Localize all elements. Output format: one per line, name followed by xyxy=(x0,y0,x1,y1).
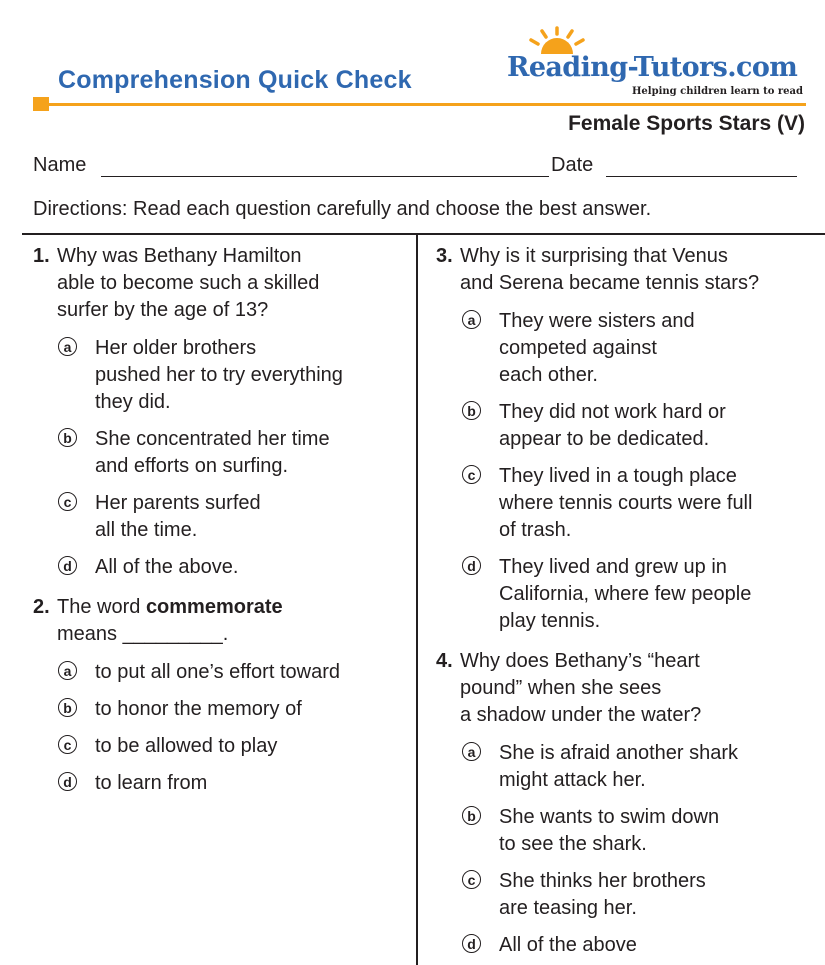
choice-bubble[interactable]: d xyxy=(58,556,77,575)
header-divider xyxy=(46,103,806,106)
choice-bubble[interactable]: c xyxy=(58,735,77,754)
name-field[interactable] xyxy=(101,176,549,177)
q2-choice-d[interactable] xyxy=(58,770,408,797)
q3-choice-a[interactable] xyxy=(462,308,817,389)
q1-choice-d[interactable] xyxy=(58,554,408,581)
choice-text: to be allowed to play xyxy=(95,735,278,757)
choice-text: She wants to swim down to see the shark. xyxy=(499,806,720,855)
choice-text: She is afraid another shark might attack her. xyxy=(499,742,739,791)
choice-text: They were sisters and competed against each other. xyxy=(499,310,695,386)
q4-choice-b[interactable] xyxy=(462,804,817,858)
q2-choice-c[interactable] xyxy=(58,733,408,760)
question-text-tail: means _________. xyxy=(57,623,229,645)
question-1 xyxy=(33,243,408,324)
logo-tagline: Helping children learn to read xyxy=(631,86,803,97)
q4-choice-a[interactable] xyxy=(462,740,817,794)
choice-text: to learn from xyxy=(95,772,208,794)
question-number: 1. xyxy=(33,245,50,267)
question-number: 3. xyxy=(436,245,453,267)
q4-choice-d[interactable] xyxy=(462,932,817,959)
choice-bubble[interactable]: b xyxy=(58,698,77,717)
choice-bubble[interactable]: b xyxy=(462,401,481,420)
choice-bubble[interactable]: c xyxy=(58,492,77,511)
question-number: 4. xyxy=(436,650,453,672)
question-2 xyxy=(33,594,408,648)
worksheet-subtitle: Female Sports Stars (V) xyxy=(568,112,805,135)
choice-bubble[interactable]: b xyxy=(462,806,481,825)
question-text: Why does Bethany’s “heart pound” when she sees a shadow under the water? xyxy=(460,650,702,726)
vocabulary-word: commemorate xyxy=(145,596,283,618)
q1-choice-c[interactable] xyxy=(58,490,408,544)
directions-text: Directions: Read each question carefully and choose the best answer. xyxy=(33,198,652,220)
q2-choice-b[interactable] xyxy=(58,696,408,723)
choice-bubble[interactable]: a xyxy=(462,310,481,329)
question-text: Why is it surprising that Venus and Serena became tennis stars? xyxy=(460,245,760,294)
q2-choice-a[interactable] xyxy=(58,659,408,686)
choice-text: They lived and grew up in California, where few people play tennis. xyxy=(499,556,752,632)
choice-bubble[interactable]: a xyxy=(58,337,77,356)
choice-text: They lived in a tough place where tennis courts were full of trash. xyxy=(499,465,753,541)
name-label: Name xyxy=(33,154,87,176)
choice-text: All of the above xyxy=(499,934,637,956)
choice-bubble[interactable]: d xyxy=(462,556,481,575)
choice-bubble[interactable]: d xyxy=(58,772,77,791)
choice-text: She thinks her brothers are teasing her. xyxy=(499,870,706,919)
logo-text: Reading-Tutors.com xyxy=(507,52,798,83)
q3-choice-b[interactable] xyxy=(462,399,817,453)
date-field[interactable] xyxy=(606,176,797,177)
choice-text: They did not work hard or appear to be dedicated. xyxy=(499,401,726,450)
page-title: Comprehension Quick Check xyxy=(58,66,412,94)
choice-text: Her older brothers pushed her to try everything they did. xyxy=(95,337,343,413)
question-number: 2. xyxy=(33,596,50,618)
choice-bubble[interactable]: c xyxy=(462,870,481,889)
question-text xyxy=(57,594,283,648)
date-label: Date xyxy=(551,154,594,176)
choice-text: Her parents surfed all the time. xyxy=(95,492,261,541)
choice-text: She concentrated her time and efforts on surfing. xyxy=(95,428,330,477)
choice-bubble[interactable]: c xyxy=(462,465,481,484)
choice-text: to put all one’s effort toward xyxy=(95,661,340,683)
q3-choice-c[interactable] xyxy=(462,463,817,544)
question-3 xyxy=(436,243,821,297)
choice-bubble[interactable]: d xyxy=(462,934,481,953)
q4-choice-c[interactable] xyxy=(462,868,817,922)
question-4 xyxy=(436,648,821,729)
choice-text: All of the above. xyxy=(95,556,239,578)
q1-choice-b[interactable] xyxy=(58,426,408,480)
choice-bubble[interactable]: b xyxy=(58,428,77,447)
q3-choice-d[interactable] xyxy=(462,554,817,635)
question-text: Why was Bethany Hamilton able to become such a skilled surfer by the age of 13? xyxy=(57,245,320,321)
choice-bubble[interactable]: a xyxy=(58,661,77,680)
q1-choice-a[interactable] xyxy=(58,335,408,416)
choice-text: to honor the memory of xyxy=(95,698,302,720)
section-divider xyxy=(22,233,825,235)
column-divider xyxy=(416,234,418,965)
choice-bubble[interactable]: a xyxy=(462,742,481,761)
site-logo xyxy=(507,26,807,100)
question-text-lead: The word xyxy=(57,596,146,618)
